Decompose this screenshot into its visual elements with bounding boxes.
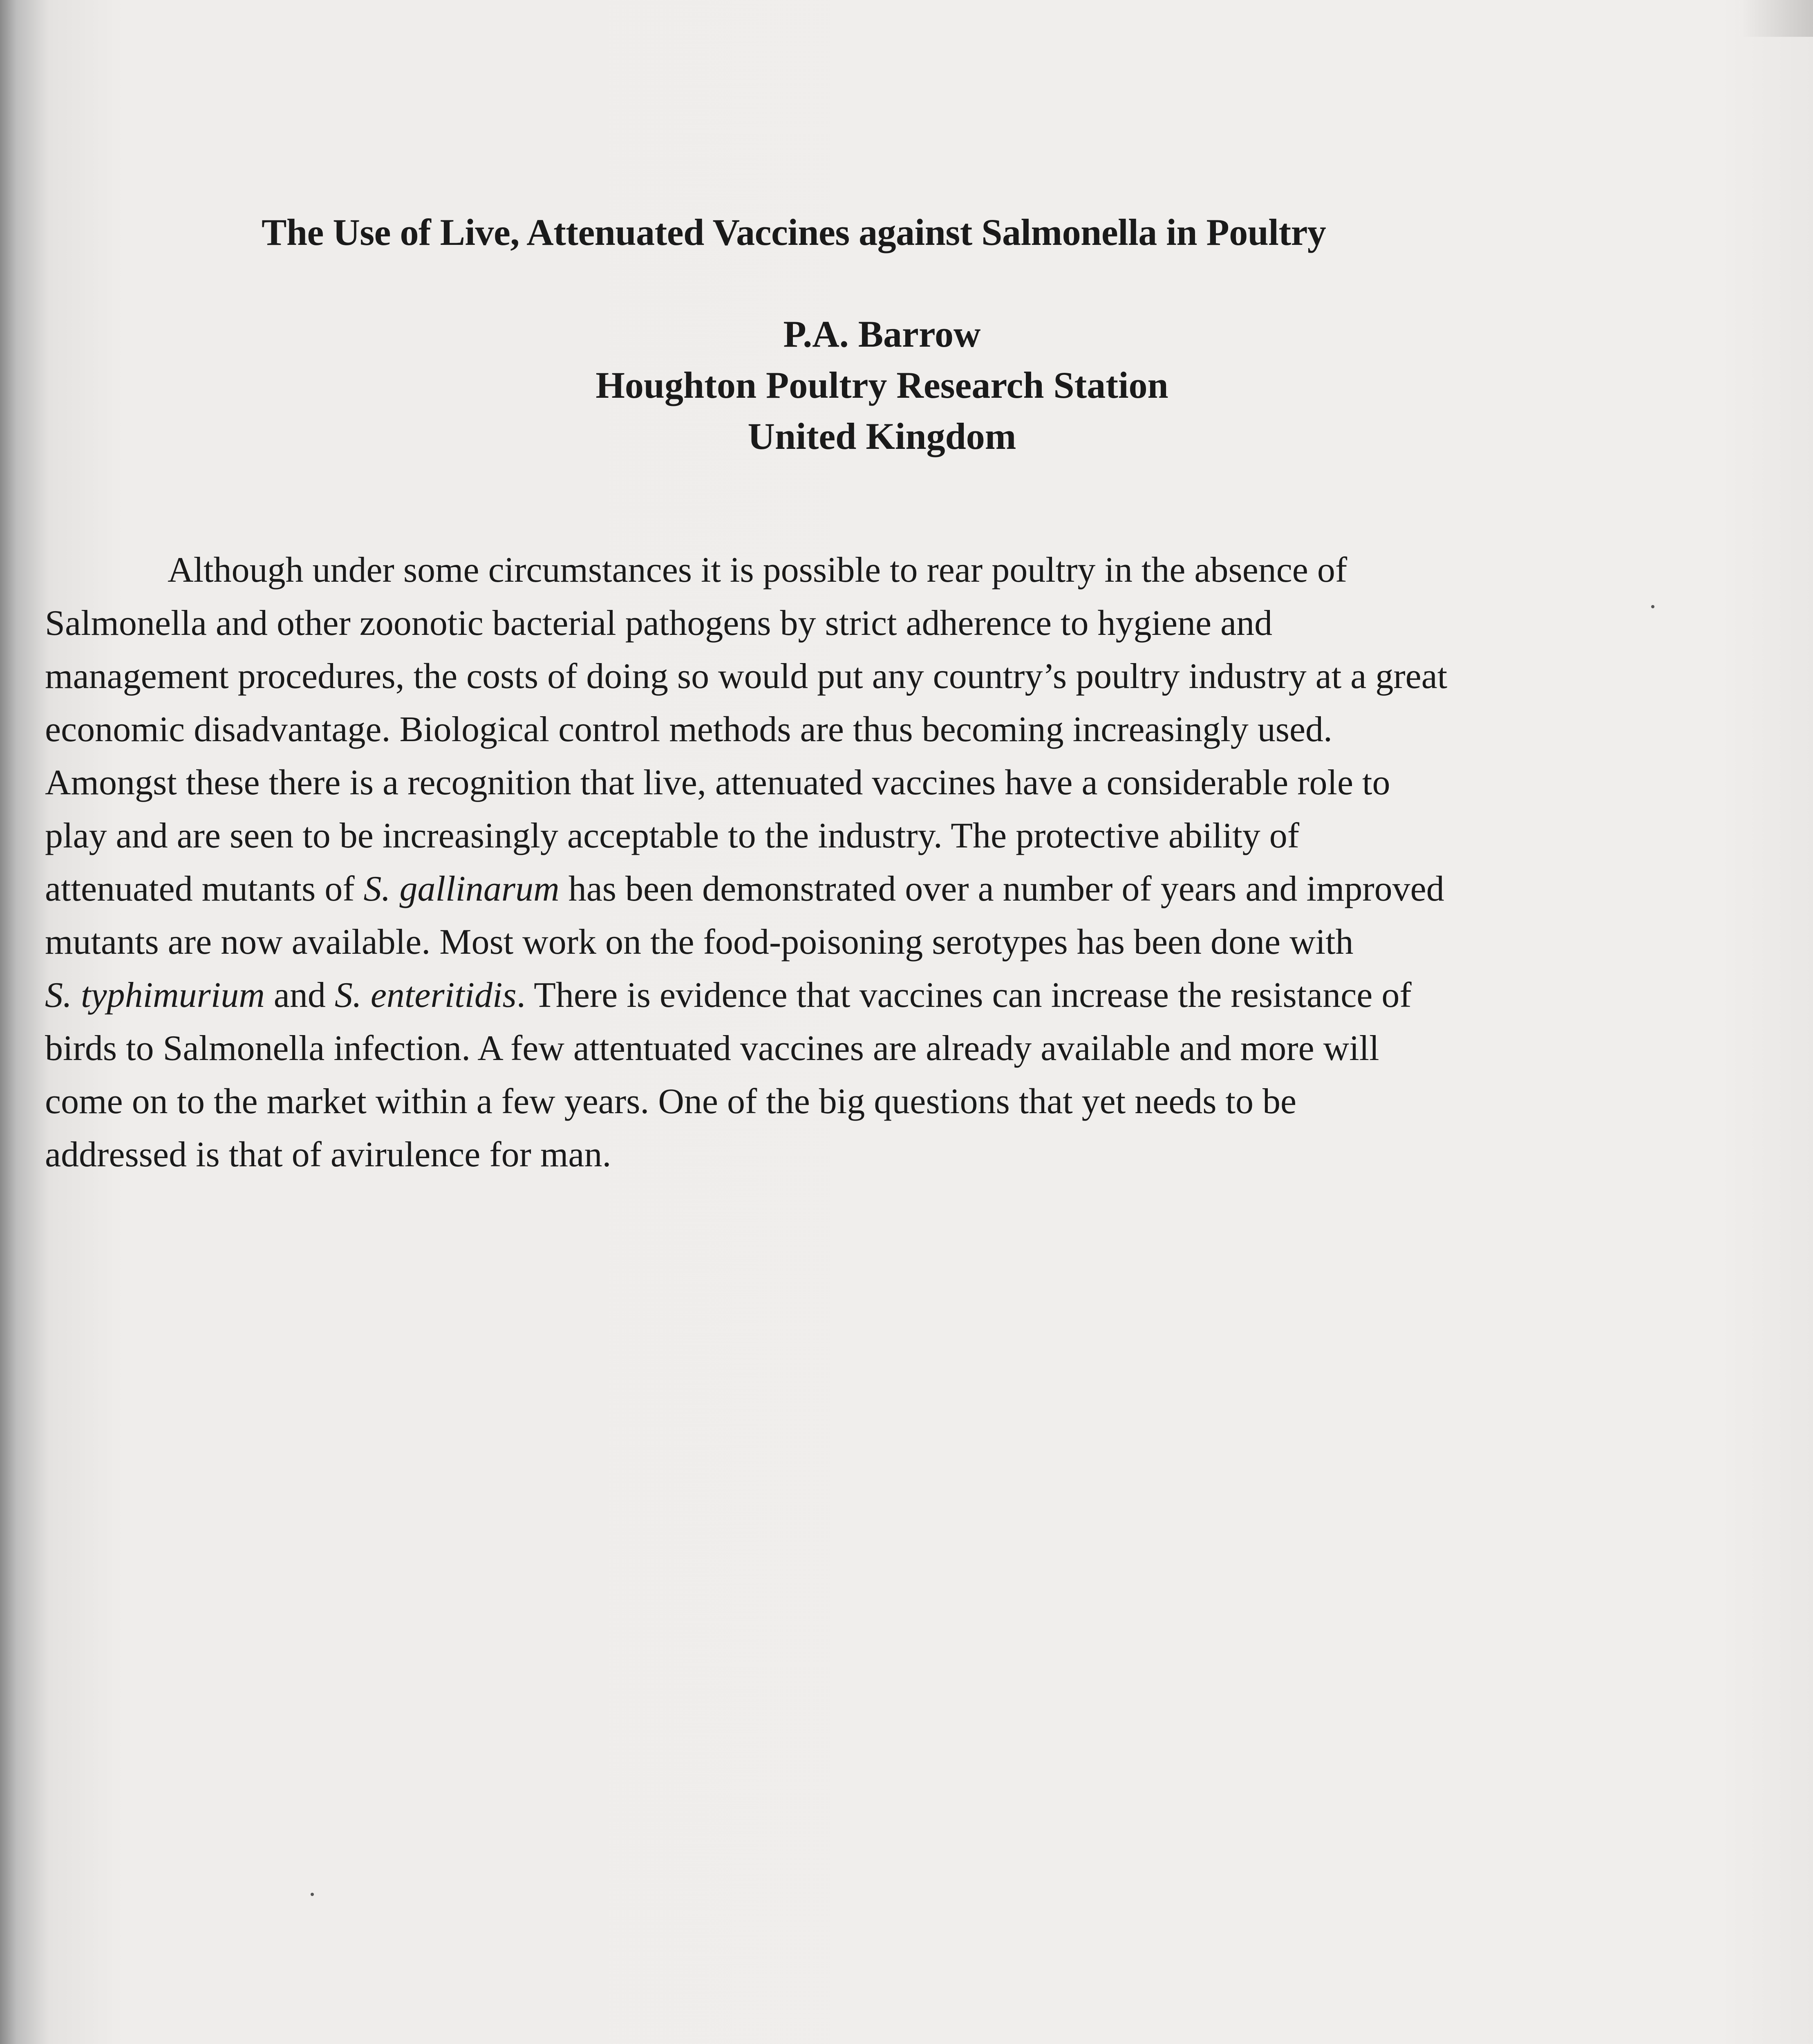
species-name: S. typhimurium: [45, 975, 265, 1015]
abstract-line: economic disadvantage. Biological control methods are thus becoming increasingly used.: [45, 710, 1333, 749]
abstract-line: come on to the market within a few years. One of the big questions that yet needs to be: [45, 1082, 1297, 1121]
abstract-line: [45, 863, 1659, 916]
abstract-line: management procedures, the costs of doing so would put any country’s poultry industry at a great: [45, 657, 1448, 696]
abstract-text: . There is evidence that vaccines can increase the resistance of: [516, 975, 1412, 1015]
page-corner-shadow: [1739, 0, 1813, 37]
abstract-line: Although under some circumstances it is possible to rear poultry in the absence of: [168, 550, 1347, 590]
scan-speck: [311, 1893, 314, 1896]
abstract-line: [45, 969, 1659, 1022]
abstract-text: attenuated mutants of: [45, 869, 364, 909]
country-name: United Kingdom: [748, 415, 1016, 457]
abstract-line: birds to Salmonella infection. A few attentuated vaccines are already available and more will: [45, 1029, 1379, 1068]
scan-speck: [1651, 605, 1654, 608]
abstract-line: Salmonella and other zoonotic bacterial pathogens by strict adherence to hygiene and: [45, 603, 1273, 643]
institution-name: Houghton Poultry Research Station: [595, 364, 1168, 406]
abstract-line: play and are seen to be increasingly acceptable to the industry. The protective ability of: [45, 816, 1300, 856]
species-name: S. enteritidis: [334, 975, 517, 1015]
paper-title: The Use of Live, Attenuated Vaccines against Salmonella in Poultry: [262, 211, 1326, 253]
author-name: P.A. Barrow: [783, 313, 981, 355]
author-block: [0, 309, 1813, 462]
abstract-line: Amongst these there is a recognition that live, attenuated vaccines have a considerable role to: [45, 763, 1390, 802]
abstract-text: has been demonstrated over a number of years and improved: [559, 869, 1444, 909]
abstract-paragraph: [45, 544, 1659, 1181]
abstract-line: addressed is that of avirulence for man.: [45, 1135, 611, 1174]
species-name: S. gallinarum: [363, 869, 560, 909]
abstract-text: and: [264, 975, 335, 1015]
abstract-line: mutants are now available. Most work on the food-poisoning serotypes has been done with: [45, 922, 1354, 962]
